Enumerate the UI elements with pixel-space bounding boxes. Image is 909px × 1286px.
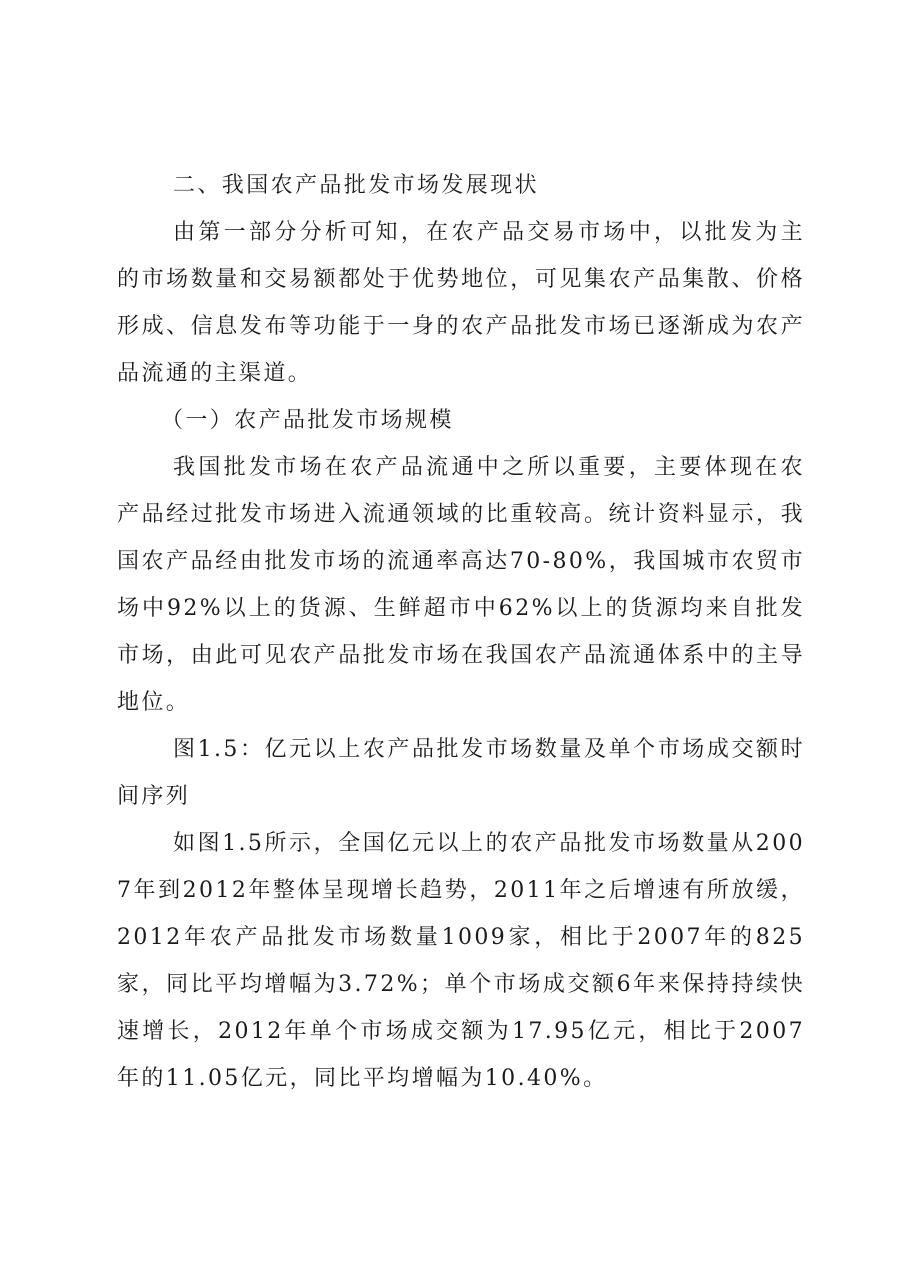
section-heading: 二、我国农产品批发市场发展现状 (173, 173, 540, 198)
figure-description-paragraph: 如图1.5所示，全国亿元以上的农产品批发市场数量从2007年到2012年整体呈现增长趋势，2011年之后增速有所放缓，2012年农产品批发市场数量1009家，相比于2007年的825家，同比平均增幅为3.72%；单个市场成交额6年来保持持续快速增长，2012年单个市场成交额为17.95亿元，相比于2007年的11.05亿元，同比平均增幅为10.40%。 (117, 831, 805, 1091)
importance-paragraph: 我国批发市场在农产品流通中之所以重要，主要体现在农产品经过批发市场进入流通领域的比重较高。统计资料显示，我国农产品经由批发市场的流通率高达70-80%，我国城市农贸市场中92%以上的货源、生鲜超市中62%以上的货源均来自批发市场，由此可见农产品批发市场在我国农产品流通体系中的主导地位。 (117, 455, 805, 715)
subsection-heading: （一）农产品批发市场规模 (161, 408, 454, 433)
document-body (117, 162, 805, 1102)
figure-caption: 图1.5：亿元以上农产品批发市场数量及单个市场成交额时间序列 (117, 737, 805, 809)
intro-paragraph: 由第一部分分析可知，在农产品交易市场中，以批发为主的市场数量和交易额都处于优势地位，可见集农产品集散、价格形成、信息发布等功能于一身的农产品批发市场已逐渐成为农产品流通的主渠道。 (117, 220, 805, 386)
